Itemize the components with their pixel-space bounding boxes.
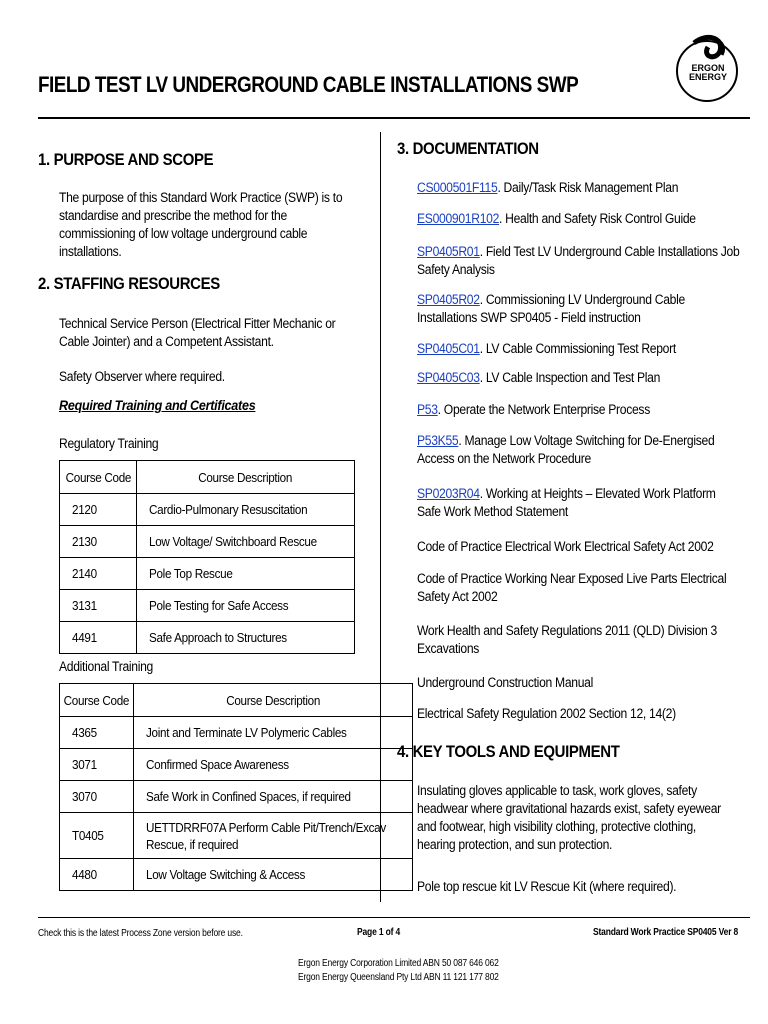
table-row bbox=[60, 781, 413, 813]
course-desc: Safe Work in Confined Spaces, if required bbox=[133, 781, 413, 813]
course-desc: UETTDRRF07A Perform Cable Pit/Trench/Excav Rescue, if required bbox=[133, 813, 413, 859]
logo-text-ergon: ERGON bbox=[691, 63, 725, 73]
training-subheading: Required Training and Certificates bbox=[59, 397, 256, 413]
course-desc: Safe Approach to Structures bbox=[136, 622, 354, 654]
table-row bbox=[60, 859, 413, 891]
doc-link[interactable]: SP0405R01 bbox=[417, 244, 480, 259]
page-number: Page 1 of 4 bbox=[357, 927, 401, 938]
table-header-row bbox=[60, 684, 413, 717]
page-title: FIELD TEST LV UNDERGROUND CABLE INSTALLATIONS SWP bbox=[38, 72, 579, 97]
staffing-para-1: Technical Service Person (Electrical Fitter Mechanic or Cable Jointer) and a Competent Assistant. bbox=[59, 316, 336, 349]
doc-item: P53. Operate the Network Enterprise Process bbox=[417, 402, 650, 417]
col-header-desc: Course Description bbox=[133, 684, 413, 717]
doc-item: Work Health and Safety Regulations 2011 (QLD) Division 3 Excavations bbox=[417, 623, 717, 656]
course-code: 3070 bbox=[60, 781, 134, 813]
doc-item: SP0405C03. LV Cable Inspection and Test Plan bbox=[417, 370, 661, 385]
section-1-heading: 1. PURPOSE AND SCOPE bbox=[38, 150, 214, 169]
header-divider bbox=[38, 117, 750, 119]
course-desc: Low Voltage Switching & Access bbox=[133, 859, 413, 891]
section-3-heading: 3. DOCUMENTATION bbox=[397, 139, 539, 158]
regulatory-training-table bbox=[59, 460, 355, 654]
course-desc: Pole Testing for Safe Access bbox=[136, 590, 354, 622]
section-4-heading: 4. KEY TOOLS AND EQUIPMENT bbox=[397, 742, 620, 761]
doc-link[interactable]: SP0405C01 bbox=[417, 341, 480, 356]
doc-link[interactable]: SP0405C03 bbox=[417, 370, 480, 385]
course-code: 4365 bbox=[60, 717, 134, 749]
table-row bbox=[60, 558, 355, 590]
course-desc: Cardio-Pulmonary Resuscitation bbox=[136, 494, 354, 526]
doc-item: SP0203R04. Working at Heights – Elevated Work Platform Safe Work Method Statement bbox=[417, 486, 716, 519]
doc-item: SP0405R02. Commissioning LV Underground Cable Installations SWP SP0405 - Field instruction bbox=[417, 292, 685, 325]
course-code: 4480 bbox=[60, 859, 134, 891]
doc-item: Electrical Safety Regulation 2002 Section 12, 14(2) bbox=[417, 706, 676, 721]
doc-link[interactable]: SP0405R02 bbox=[417, 292, 480, 307]
course-desc: Pole Top Rescue bbox=[136, 558, 354, 590]
footer-divider bbox=[38, 917, 750, 918]
logo-text-energy: ENERGY bbox=[688, 72, 727, 82]
course-desc: Joint and Terminate LV Polymeric Cables bbox=[133, 717, 413, 749]
regulatory-training-label: Regulatory Training bbox=[59, 436, 159, 451]
doc-item: Code of Practice Electrical Work Electrical Safety Act 2002 bbox=[417, 539, 714, 554]
doc-item: SP0405R01. Field Test LV Underground Cable Installations Job Safety Analysis bbox=[417, 244, 740, 277]
staffing-para-2: Safety Observer where required. bbox=[59, 369, 225, 384]
course-code: 3071 bbox=[60, 749, 134, 781]
course-code: 2120 bbox=[60, 494, 137, 526]
course-code: 2140 bbox=[60, 558, 137, 590]
course-code: 3131 bbox=[60, 590, 137, 622]
doc-link[interactable]: ES000901R102 bbox=[417, 211, 500, 226]
course-desc: Low Voltage/ Switchboard Rescue bbox=[136, 526, 354, 558]
doc-link[interactable]: P53 bbox=[417, 402, 438, 417]
doc-link[interactable]: CS000501F115 bbox=[417, 180, 498, 195]
company-line-1: Ergon Energy Corporation Limited ABN 50 087 646 062 bbox=[298, 958, 499, 969]
tools-para-1: Insulating gloves applicable to task, work gloves, safety headwear where gravitational hazards exist, safety eyewear and footwear, high visibility clothing, protective clothing, hearing protection, and sun protection. bbox=[417, 783, 721, 852]
tools-para-2: Pole top rescue kit LV Rescue Kit (where required). bbox=[417, 879, 677, 894]
doc-link[interactable]: SP0203R04 bbox=[417, 486, 480, 501]
doc-link[interactable]: P53K55 bbox=[417, 433, 459, 448]
document-version: Standard Work Practice SP0405 Ver 8 bbox=[593, 927, 739, 938]
course-code: 4491 bbox=[60, 622, 137, 654]
additional-training-table bbox=[59, 683, 413, 891]
table-row bbox=[60, 749, 413, 781]
doc-item: P53K55. Manage Low Voltage Switching for De-Energised Access on the Network Procedure bbox=[417, 433, 715, 466]
table-row bbox=[60, 526, 355, 558]
table-row bbox=[60, 717, 413, 749]
table-row bbox=[60, 813, 413, 859]
logo-text bbox=[680, 64, 736, 82]
col-header-desc: Course Description bbox=[136, 461, 354, 494]
course-code: 2130 bbox=[60, 526, 137, 558]
section-1-body: The purpose of this Standard Work Practice (SWP) is to standardise and prescribe the method for the commissioning of low voltage underground cable installations. bbox=[59, 190, 343, 259]
doc-item: Underground Construction Manual bbox=[417, 675, 593, 690]
table-row bbox=[60, 622, 355, 654]
table-row bbox=[60, 494, 355, 526]
doc-item: ES000901R102. Health and Safety Risk Control Guide bbox=[417, 211, 696, 226]
col-header-code: Course Code bbox=[60, 684, 134, 717]
footer-notice: Check this is the latest Process Zone version before use. bbox=[38, 928, 243, 939]
company-line-2: Ergon Energy Queensland Pty Ltd ABN 11 121 177 802 bbox=[298, 972, 499, 983]
section-2-heading: 2. STAFFING RESOURCES bbox=[38, 274, 220, 293]
doc-item: CS000501F115. Daily/Task Risk Management Plan bbox=[417, 180, 679, 195]
doc-item: Code of Practice Working Near Exposed Live Parts Electrical Safety Act 2002 bbox=[417, 571, 727, 604]
doc-item: SP0405C01. LV Cable Commissioning Test Report bbox=[417, 341, 676, 356]
course-code: T0405 bbox=[60, 813, 134, 859]
col-header-code: Course Code bbox=[60, 461, 137, 494]
table-row bbox=[60, 590, 355, 622]
additional-training-label: Additional Training bbox=[59, 659, 153, 674]
course-desc: Confirmed Space Awareness bbox=[133, 749, 413, 781]
table-header-row bbox=[60, 461, 355, 494]
